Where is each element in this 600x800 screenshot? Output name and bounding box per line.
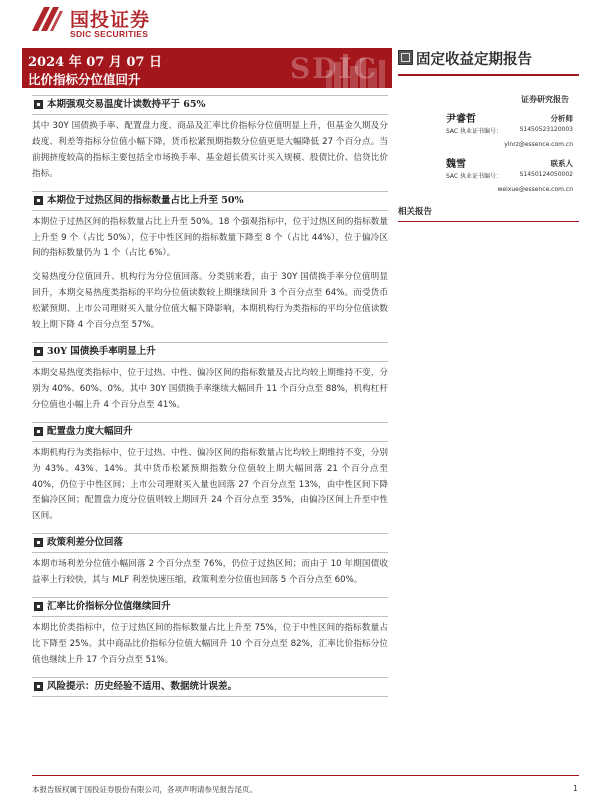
logo-mark-icon xyxy=(30,5,64,33)
analyst-name: 尹睿哲 xyxy=(446,114,476,125)
section-heading xyxy=(32,533,388,553)
body-paragraph: 本期市场利差分位值小幅回落 2 个百分点至 76%，仍位于过热区间；而由于 10 年期国债收益率上行较快，其与 MLF 利差快速压缩，政策利差分位值也回落 5 个百分点至 60%。 xyxy=(32,559,388,586)
sac-label: SAC 执业证书编号： xyxy=(446,173,503,180)
analyst-email[interactable]: weixue@essence.com.cn xyxy=(497,186,573,193)
related-reports xyxy=(398,205,579,222)
analyst-card xyxy=(398,110,579,150)
section-title: 风险提示：历史经验不适用、数据统计误差。 xyxy=(47,680,238,692)
report-headline: 比价指标分位值回升 xyxy=(28,72,141,87)
section-heading xyxy=(32,422,388,442)
section-bullet-icon xyxy=(34,100,43,109)
section-heading xyxy=(32,597,388,617)
body-paragraph: 本期比价类指标中，位于过热区间的指标数量占比上升至 75%，位于中性区间的指标数量占比下降至 25%。其中商品比价指标分位值大幅回升 10 个百分点至 82%，汇率比价指标分位值也继续上升 17 个百分点至 51%。 xyxy=(32,623,388,665)
report-body xyxy=(32,95,388,701)
company-logo xyxy=(30,3,190,43)
body-paragraph: 本期机构行为类指标中，位于过热、中性、偏冷区间的指标数量占比均较上期维持不变，分别为 43%、43%、14%。其中货币松紧预期指数分位值较上期大幅回落 21 个百分点至 40%，仍位于中性区间；上市公司理财买入量也回落 27 个百分点至 13%，由中性区间下降至偏冷区间；配置盘力度分位值则较上期回升 24 个百分点至 35%，由偏冷区间上升至中性区间。 xyxy=(32,447,388,522)
body-paragraph: 本期交易热度类指标中，位于过热、中性、偏冷区间的指标数量及占比均较上期维持不变，分别为 40%、60%、0%。其中 30Y 国债换手率继续大幅回升 11 个百分点至 88%，机构杠杆分位值也小幅上升 4 个百分点至 41%。 xyxy=(32,367,388,410)
date-banner xyxy=(22,48,392,88)
report-type: 证券研究报告 xyxy=(521,95,569,104)
footer-divider xyxy=(32,775,579,776)
section-bullet-icon xyxy=(34,682,43,691)
analyst-card xyxy=(398,155,579,195)
section-bullet-icon xyxy=(34,347,43,356)
section-bullet-icon xyxy=(34,538,43,547)
footer-disclaimer: 本报告版权属于国投证券股份有限公司，各项声明请参见报告尾页。 xyxy=(32,785,257,794)
related-reports-label: 相关报告 xyxy=(398,205,579,222)
section-title: 政策利差分位回落 xyxy=(47,537,124,549)
section-heading xyxy=(32,342,388,362)
body-paragraph: 其中 30Y 国债换手率、配置盘力度、商品及汇率比价指标分位值明显上升，但基金久期及分歧度、利差等指标分位值小幅下降，货币松紧预期指数分位值更是大幅降低 27 个百分点。当前拥挤度较高的指标主要包括全市场换手率、基金超长债买计买入规模、股债比价、信贷比价指标。 xyxy=(32,121,388,179)
body-paragraph: 本期位于过热区间的指标数量占比上升至 50%。18 个强观指标中，位于过热区间的指标数量上升至 9 个（占比 50%），位于中性区间的指标数量下降至 8 个（占比 44%），位于偏冷区间的指标数量仍为 1 个（占比 6%）。 xyxy=(32,216,388,259)
section-bullet-icon xyxy=(34,427,43,436)
analyst-role: 联系人 xyxy=(550,159,573,168)
section-bullet-icon xyxy=(34,602,43,611)
section-bullet-icon xyxy=(34,196,43,205)
body-paragraph: 交易热度分位值回升、机构行为分位值回落。分类别来看，由于 30Y 国债换手率分位值明显回升，本期交易热度类指标的平均分位值读数较上期继续回升 3 个百分点至 64%。而受货币松紧预期、上市公司理财买入量分位值大幅下降影响，本期机构行为类指标的平均分位值读数较上期下降 4 个百分点至 57%。 xyxy=(32,272,388,331)
section-title: 汇率比价指标分位值继续回升 xyxy=(47,601,171,613)
report-series-title-text: 固定收益定期报告 xyxy=(416,51,532,68)
sac-number: S1450124050002 xyxy=(519,171,573,178)
company-name-cn: 国投证券 xyxy=(70,9,151,31)
analyst-email[interactable]: yinrz@essence.com.cn xyxy=(504,141,573,148)
section-title: 配置盘力度大幅回升 xyxy=(47,425,133,437)
section-heading xyxy=(32,95,388,115)
page-number: 1 xyxy=(573,784,578,793)
report-title-icon xyxy=(398,50,413,65)
city-skyline-icon xyxy=(322,48,392,88)
analyst-role: 分析师 xyxy=(550,114,573,123)
report-date: 2024 年 07 月 07 日 xyxy=(28,55,162,70)
report-series-title xyxy=(398,48,578,74)
company-name-en: SDIC SECURITIES xyxy=(70,29,149,39)
section-heading xyxy=(32,191,388,211)
section-title: 本期强观交易温度计读数持平于 65% xyxy=(47,99,206,110)
title-divider xyxy=(398,74,579,76)
section-title: 30Y 国债换手率明显上升 xyxy=(47,345,156,357)
banner-watermark: SDIC xyxy=(290,52,378,85)
section-title: 本期位于过热区间的指标数量占比上升至 50% xyxy=(47,194,244,206)
risk-warning-heading xyxy=(32,677,388,697)
sac-label: SAC 执业证书编号： xyxy=(446,128,503,135)
analyst-name: 魏雪 xyxy=(446,159,466,170)
sac-number: S1450523120003 xyxy=(519,126,573,133)
